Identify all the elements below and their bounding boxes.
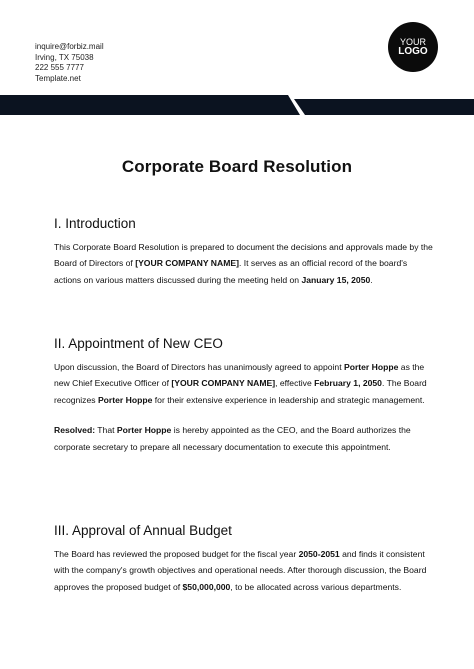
header-band-left	[0, 95, 300, 115]
logo-line-1: YOUR	[399, 37, 426, 47]
section-heading: III. Approval of Annual Budget	[54, 523, 232, 538]
section-appointment-ceo	[54, 336, 434, 455]
company-logo	[388, 22, 438, 72]
resolved-paragraph: Resolved: That Porter Hoppe is hereby appointed as the CEO, and the Board authorizes the corporate secretary to prepare all necessary documentation to execute this appointment.	[54, 425, 411, 452]
page-title: Corporate Board Resolution	[121, 157, 353, 176]
contact-city: Irving, TX 75038	[35, 52, 94, 62]
contact-block	[35, 42, 104, 84]
header-band-right	[294, 99, 474, 115]
section-paragraph: Upon discussion, the Board of Directors has unanimously agreed to appoint Porter Hoppe as the new Chief Executive Officer of [YOUR COMPANY NAME], effective February 1, 2050. The Board recognizes Porter Hoppe for their extensive experience in leadership and strategic management.	[54, 362, 427, 405]
section-introduction	[54, 216, 434, 288]
section-paragraph: The Board has reviewed the proposed budget for the fiscal year 2050-2051 and finds it consistent with the company's growth objectives and operational needs. After thorough discussion, the Board approves the proposed budget of $50,000,000, to be allocated across various departments.	[54, 549, 427, 592]
logo-line-2: LOGO	[398, 46, 428, 57]
section-paragraph: This Corporate Board Resolution is prepared to document the decisions and approvals made by the Board of Directors of [YOUR COMPANY NAME]. It serves as an official record of the board's actions on various matters discussed during the meeting held on January 15, 2050.	[54, 242, 433, 285]
section-heading: I. Introduction	[54, 216, 136, 231]
contact-email: inquire@forbiz.mail	[35, 42, 104, 51]
header-band	[0, 95, 474, 115]
contact-phone: 222 555 7777	[35, 63, 84, 72]
section-annual-budget	[54, 523, 434, 595]
section-heading: II. Appointment of New CEO	[54, 336, 223, 351]
contact-website: Template.net	[35, 73, 81, 83]
